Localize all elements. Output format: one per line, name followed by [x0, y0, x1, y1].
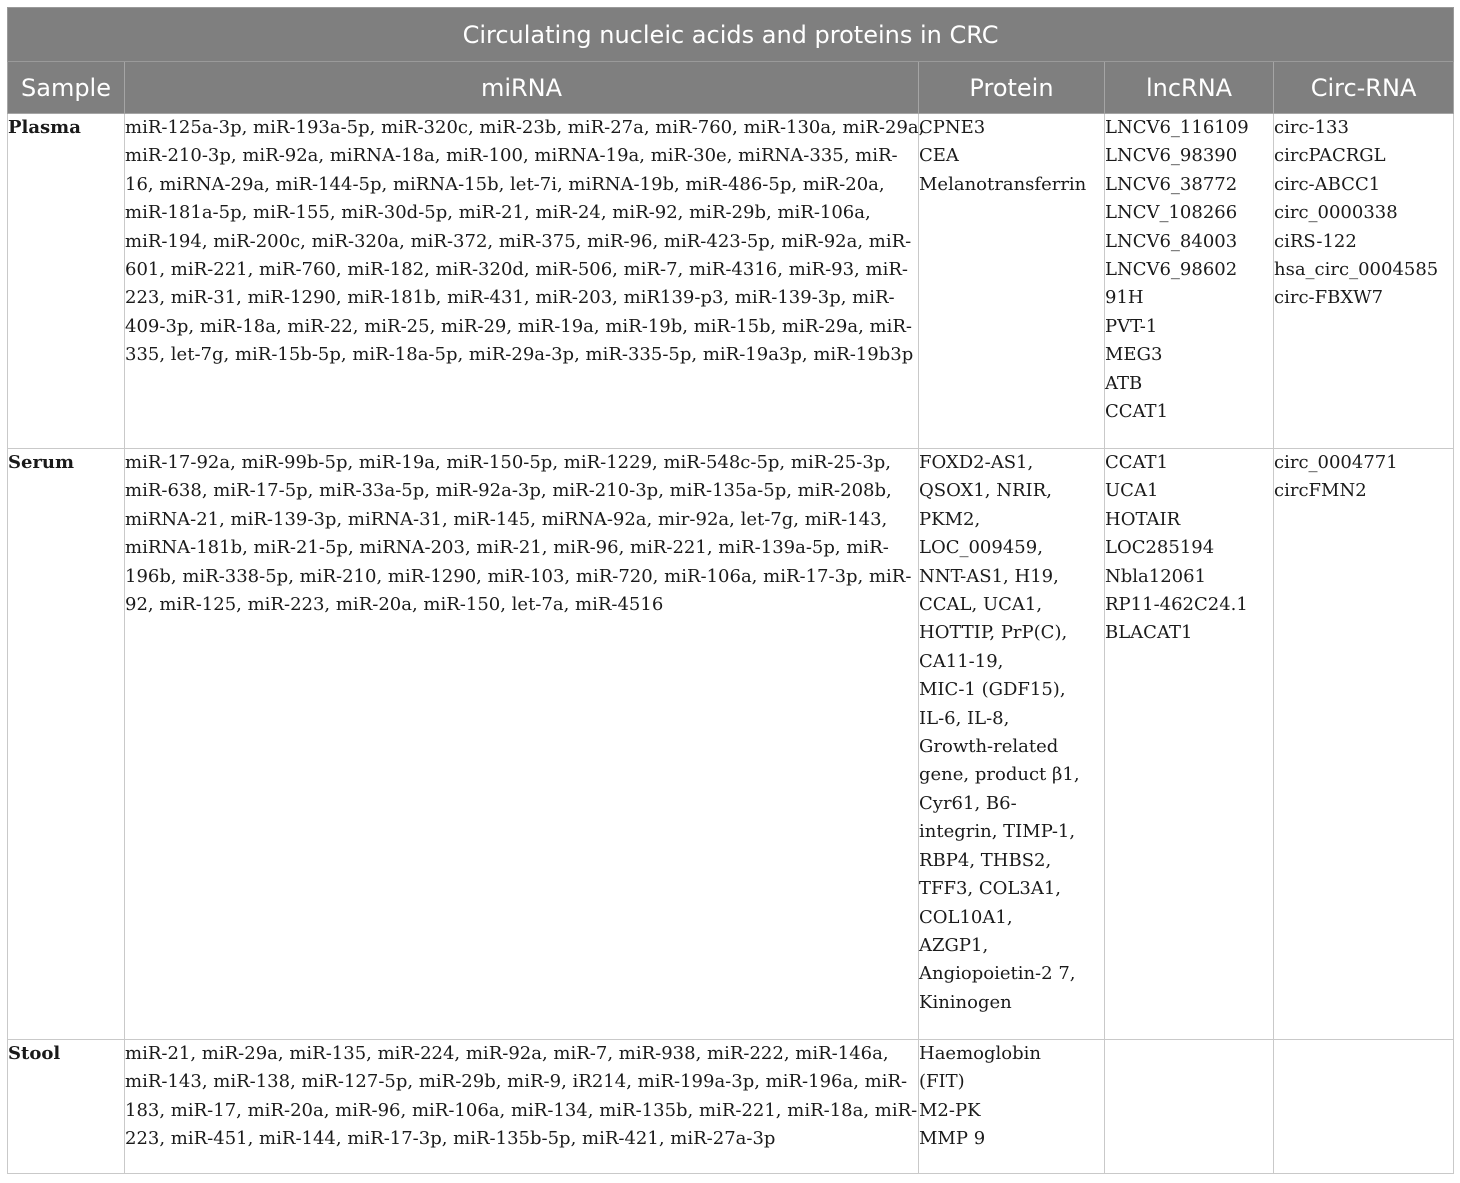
circrna-line: circ-FBXW7: [1274, 287, 1384, 309]
mirna-line: 196b, miR-338-5p, miR-210, miR-1290, miR-103, miR-720, miR-106a, miR-17-3p, miR-: [125, 565, 912, 587]
mirna-line: miR-143, miR-138, miR-127-5p, miR-29b, miR-9, iR214, miR-199a-3p, miR-196a, miR-: [125, 1071, 908, 1093]
protein-cell: [919, 114, 1105, 449]
lncrna-cell: [1105, 1040, 1274, 1174]
circrna-cell: [1274, 449, 1454, 1040]
mirna-line: miR-21, miR-29a, miR-135, miR-224, miR-92a, miR-7, miR-938, miR-222, miR-146a,: [125, 1043, 889, 1064]
mirna-cell: [125, 114, 925, 449]
circrna-line: circ-133: [1274, 117, 1349, 138]
protein-line: TFF3, COL3A1,: [919, 878, 1061, 900]
sample-cell: Serum: [8, 449, 125, 1040]
circrna-line: circ_0000338: [1274, 202, 1398, 224]
circrna-cell: [1274, 114, 1454, 449]
protein-line: Growth-related: [919, 736, 1059, 758]
protein-line: IL-6, IL-8,: [919, 707, 1010, 729]
protein-line: CCAL, UCA1,: [919, 594, 1043, 616]
header-protein: Protein: [919, 62, 1105, 114]
lncrna-line: 91H: [1105, 287, 1144, 309]
protein-line: integrin, TIMP-1,: [919, 821, 1076, 843]
protein-cell: [919, 1040, 1105, 1174]
lncrna-cell: [1105, 114, 1274, 449]
mirna-line: miR-17-92a, miR-99b-5p, miR-19a, miR-150-5p, miR-1229, miR-548c-5p, miR-25-3p,: [125, 452, 892, 473]
table-row: [8, 1040, 1454, 1174]
circrna-line: circ-ABCC1: [1274, 173, 1381, 195]
lncrna-line: UCA1: [1105, 480, 1159, 502]
circrna-line: circFMN2: [1274, 480, 1367, 502]
lncrna-line: HOTAIR: [1105, 508, 1181, 530]
lncrna-line: LOC285194: [1105, 537, 1215, 559]
circrna-line: circ_0004771: [1274, 452, 1398, 473]
table-row: [8, 449, 1454, 1040]
lncrna-line: PVT-1: [1105, 315, 1158, 337]
mirna-line: 223, miR-451, miR-144, miR-17-3p, miR-135b-5p, miR-421, miR-27a-3p: [125, 1128, 776, 1150]
mirna-line: miR-210-3p, miR-92a, miRNA-18a, miR-100, miRNA-19a, miR-30e, miRNA-335, miR-: [125, 145, 898, 167]
protein-line: AZGP1,: [919, 934, 989, 956]
circrna-line: circPACRGL: [1274, 145, 1386, 167]
table-title-row: [8, 8, 1454, 62]
protein-line: QSOX1, NRIR,: [919, 480, 1052, 502]
protein-line: RBP4, THBS2,: [919, 849, 1052, 871]
protein-line: Haemoglobin: [919, 1043, 1041, 1064]
lncrna-line: LNCV6_38772: [1105, 173, 1238, 195]
lncrna-line: LNCV6_98602: [1105, 259, 1238, 281]
header-mirna: miRNA: [125, 62, 919, 114]
lncrna-line: CCAT1: [1105, 401, 1169, 423]
lncrna-line: BLACAT1: [1105, 622, 1193, 644]
protein-line: LOC_009459,: [919, 537, 1043, 559]
protein-line: gene, product β1,: [919, 764, 1080, 786]
header-sample: Sample: [8, 62, 125, 114]
data-table: [7, 7, 1454, 1174]
table-header-row: [8, 62, 1454, 114]
lncrna-line: Nbla12061: [1105, 565, 1207, 587]
protein-line: CA11-19,: [919, 650, 1004, 672]
protein-line: FOXD2-AS1,: [919, 452, 1034, 473]
lncrna-line: CCAT1: [1105, 452, 1169, 473]
mirna-line: miR-125a-3p, miR-193a-5p, miR-320c, miR-23b, miR-27a, miR-760, miR-130a, miR-29a,: [125, 117, 925, 138]
mirna-line: 335, let-7g, miR-15b-5p, miR-18a-5p, miR-29a-3p, miR-335-5p, miR-19a3p, miR-19b3p: [125, 344, 914, 366]
mirna-line: miR-181a-5p, miR-155, miR-30d-5p, miR-21, miR-24, miR-92, miR-29b, miR-106a,: [125, 202, 871, 224]
protein-cell: [919, 449, 1105, 1040]
header-circrna: Circ-RNA: [1274, 62, 1454, 114]
sample-cell: Plasma: [8, 114, 125, 449]
mirna-line: 92, miR-125, miR-223, miR-20a, miR-150, let-7a, miR-4516: [125, 594, 664, 616]
protein-line: HOTTIP, PrP(C),: [919, 622, 1068, 644]
lncrna-line: RP11-462C24.1: [1105, 594, 1248, 616]
mirna-cell: [125, 1040, 919, 1174]
lncrna-cell: [1105, 449, 1274, 1040]
lncrna-line: LNCV6_84003: [1105, 230, 1238, 252]
lncrna-line: LNCV6_116109: [1105, 117, 1249, 138]
protein-line: Cyr61, B6-: [919, 792, 1017, 814]
lncrna-line: MEG3: [1105, 344, 1163, 366]
circrna-line: ciRS-122: [1274, 230, 1357, 252]
mirna-line: 409-3p, miR-18a, miR-22, miR-25, miR-29, miR-19a, miR-19b, miR-15b, miR-29a, miR-: [125, 315, 913, 337]
circrna-line: hsa_circ_0004585: [1274, 259, 1439, 281]
mirna-line: 183, miR-17, miR-20a, miR-96, miR-106a, miR-134, miR-135b, miR-221, miR-18a, miR-: [125, 1099, 918, 1121]
mirna-line: miRNA-181b, miR-21-5p, miRNA-203, miR-21, miR-96, miR-221, miR-139a-5p, miR-: [125, 537, 889, 559]
lncrna-line: ATB: [1105, 372, 1143, 394]
mirna-line: miR-638, miR-17-5p, miR-33a-5p, miR-92a-3p, miR-210-3p, miR-135a-5p, miR-208b,: [125, 480, 892, 502]
protein-line: Melanotransferrin: [919, 173, 1087, 195]
protein-line: M2-PK: [919, 1099, 981, 1121]
lncrna-line: LNCV6_98390: [1105, 145, 1238, 167]
mirna-line: miRNA-21, miR-139-3p, miRNA-31, miR-145, miRNA-92a, mir-92a, let-7g, miR-143,: [125, 508, 888, 530]
mirna-line: 223, miR-31, miR-1290, miR-181b, miR-431, miR-203, miR139-p3, miR-139-3p, miR-: [125, 287, 895, 309]
mirna-line: 16, miRNA-29a, miR-144-5p, miRNA-15b, let-7i, miRNA-19b, miR-486-5p, miR-20a,: [125, 173, 885, 195]
protein-line: COL10A1,: [919, 906, 1013, 928]
protein-line: Angiopoietin-2 7,: [919, 963, 1076, 985]
sample-cell: Stool: [8, 1040, 125, 1174]
protein-line: MMP 9: [919, 1128, 986, 1150]
protein-line: CPNE3: [919, 117, 986, 138]
table-title: Circulating nucleic acids and proteins in CRC: [8, 8, 1454, 62]
protein-line: CEA: [919, 145, 959, 167]
mirna-line: 601, miR-221, miR-760, miR-182, miR-320d, miR-506, miR-7, miR-4316, miR-93, miR-: [125, 259, 908, 281]
protein-line: NNT-AS1, H19,: [919, 565, 1059, 587]
protein-line: MIC-1 (GDF15),: [919, 679, 1066, 701]
mirna-line: miR-194, miR-200c, miR-320a, miR-372, miR-375, miR-96, miR-423-5p, miR-92a, miR-: [125, 230, 912, 252]
lncrna-line: LNCV_108266: [1105, 202, 1238, 224]
mirna-cell: [125, 449, 919, 1040]
table-row: [8, 114, 1454, 449]
protein-line: PKM2,: [919, 508, 981, 530]
header-lncrna: lncRNA: [1105, 62, 1274, 114]
circrna-cell: [1274, 1040, 1454, 1174]
protein-line: Kininogen: [919, 991, 1012, 1013]
protein-line: (FIT): [919, 1071, 965, 1093]
